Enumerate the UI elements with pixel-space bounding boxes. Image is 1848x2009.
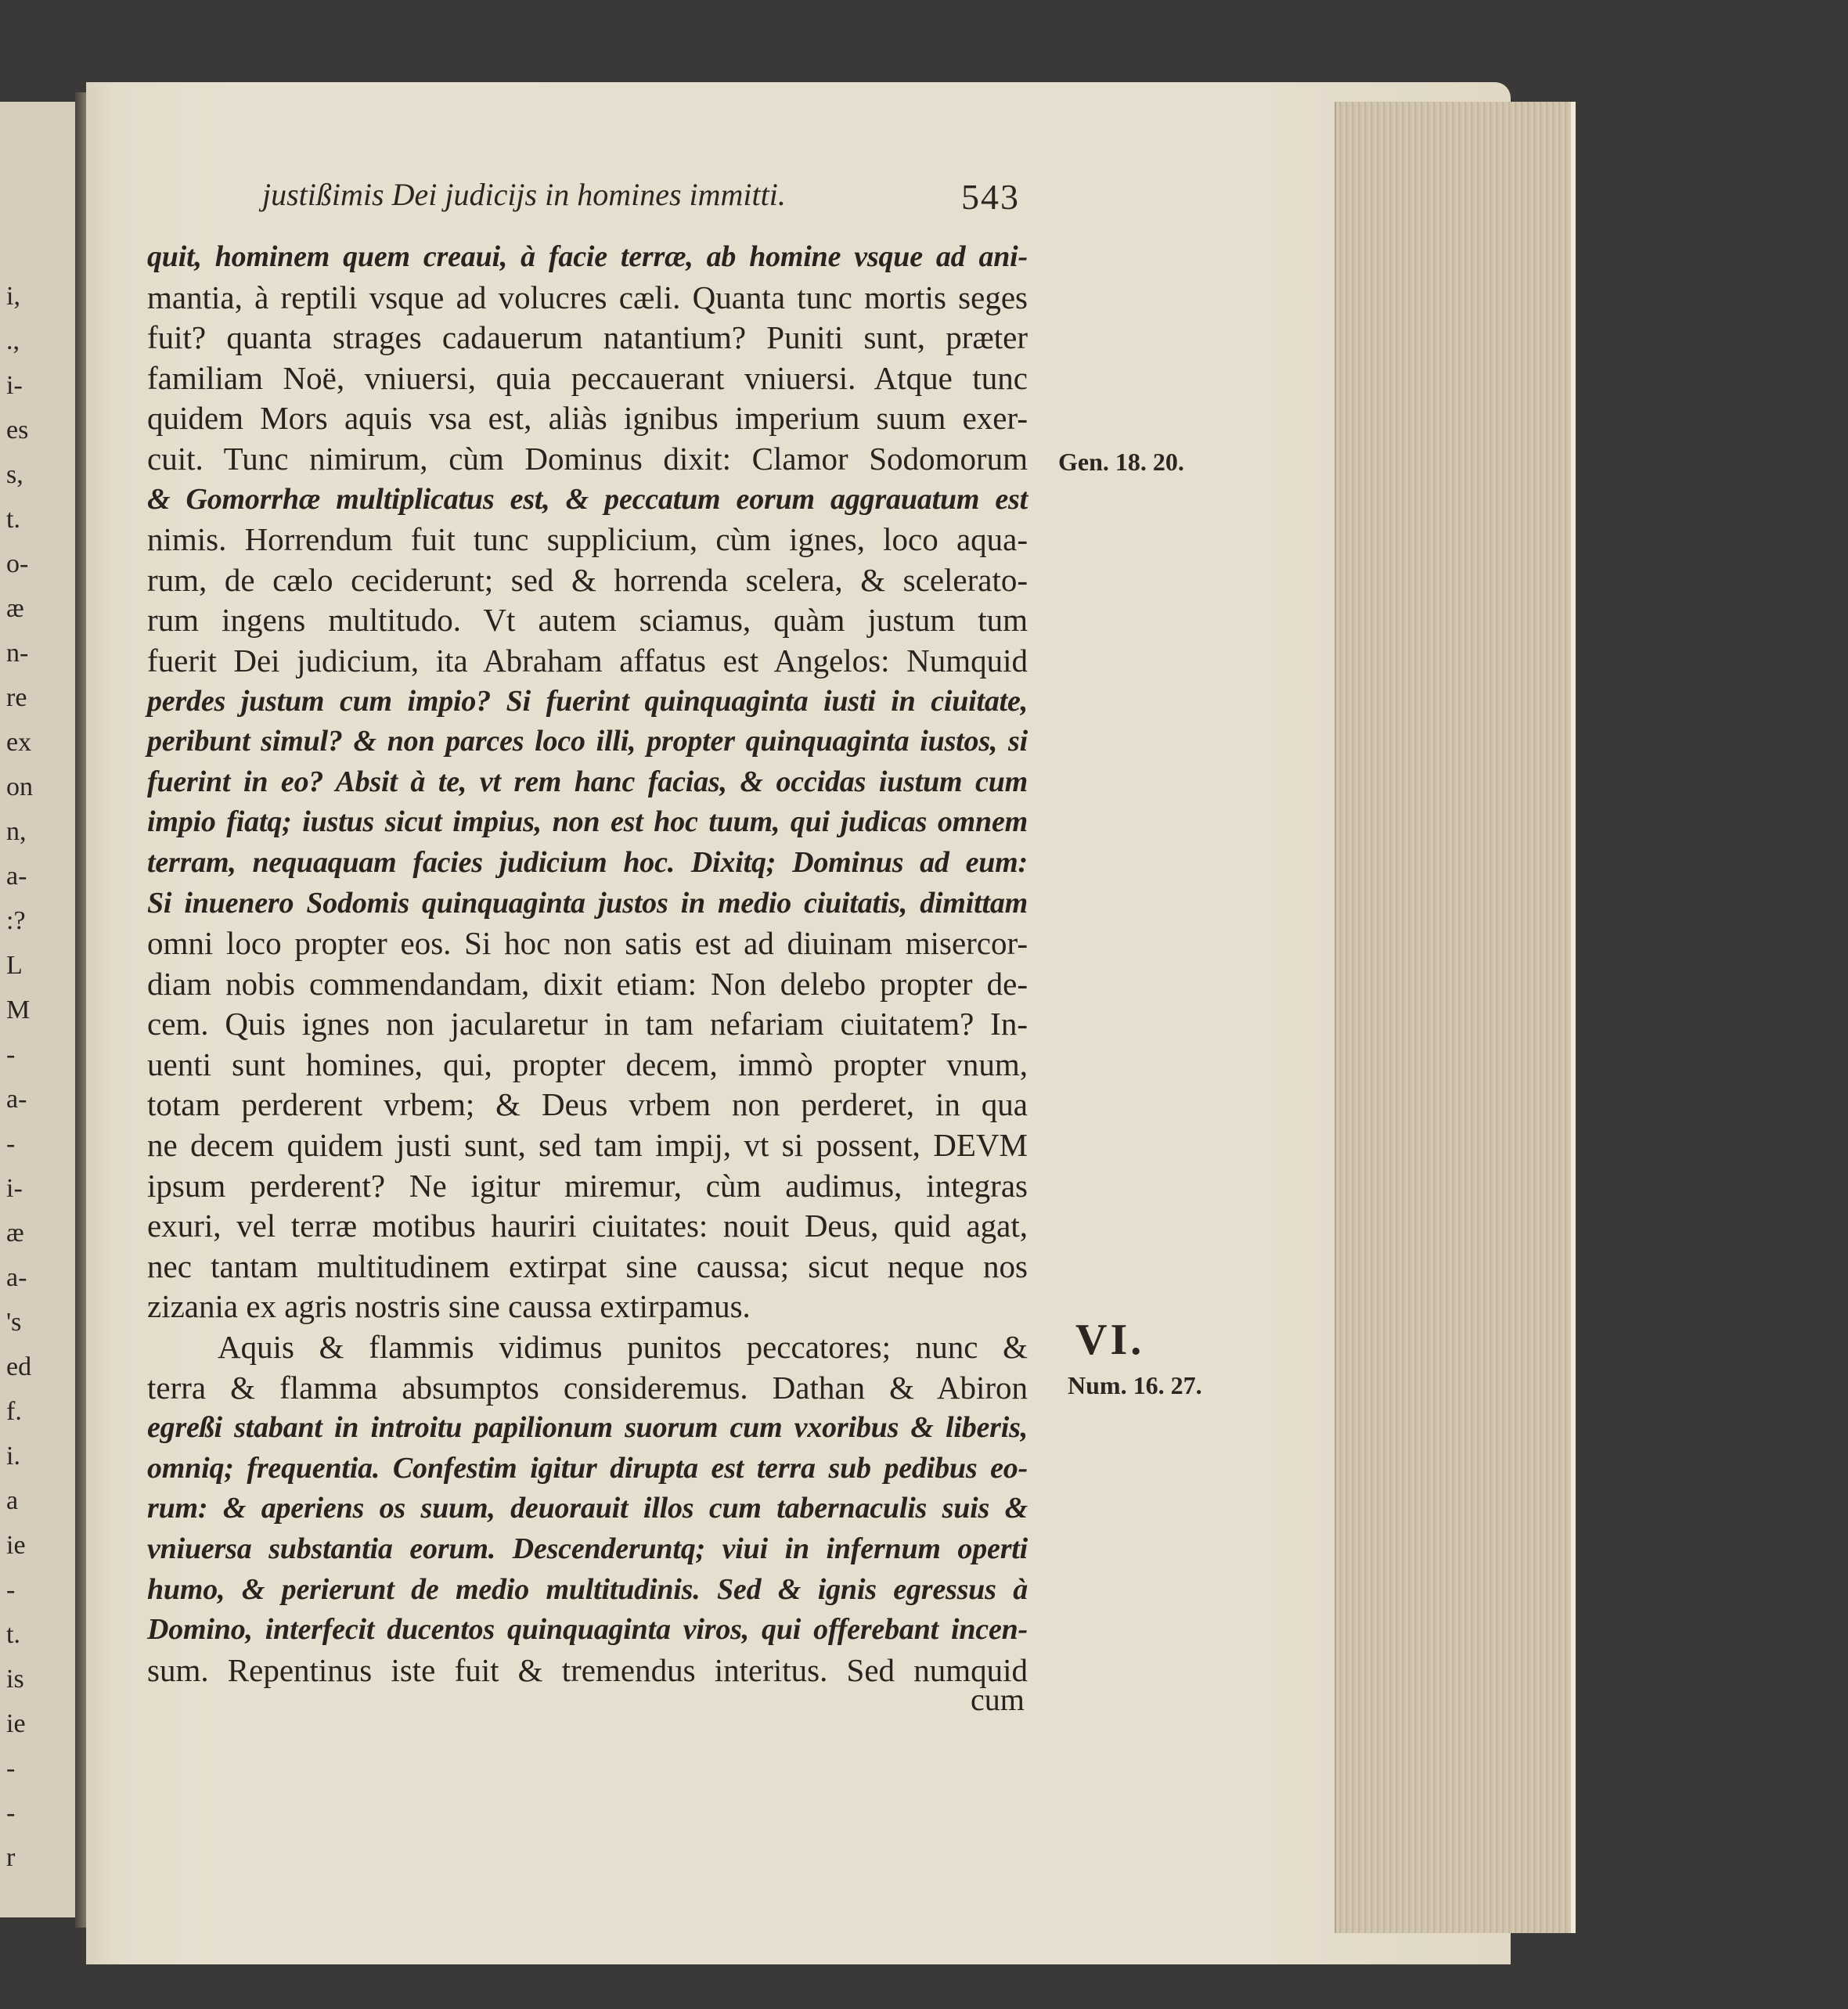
body-text — [147, 237, 1028, 1690]
left-page-fragment: - — [6, 1754, 16, 1783]
page-number: 543 — [961, 177, 1020, 217]
left-page-fragment: i, — [6, 282, 20, 311]
left-page-fragment: ie — [6, 1531, 26, 1560]
left-page-fragment: æ — [6, 594, 24, 623]
text-line: cem. Quis ignes non jacularetur in tam nefariam ciuitatem? In- — [147, 1006, 1028, 1042]
margin-note-genesis: Gen. 18. 20. — [1058, 448, 1184, 476]
left-page-fragment: ., — [6, 326, 20, 355]
left-page-fragment: i. — [6, 1442, 20, 1471]
left-page-fragment: ed — [6, 1352, 32, 1381]
text-line: humo, & perierunt de medio multitudinis. Sed & ignis egressus à — [147, 1572, 1028, 1606]
text-line: quit, hominem quem creaui, à facie terræ, ab homine vsque ad ani- — [147, 240, 1028, 273]
left-page-fragment: n- — [6, 639, 29, 668]
left-page-fragment: 's — [6, 1308, 22, 1337]
text-line: rum: & aperiens os suum, deuorauit illos cum tabernaculis suis & — [147, 1492, 1028, 1525]
text-line: vniuersa substantia eorum. Descenderuntq; viui in infernum operti — [147, 1532, 1028, 1565]
text-line: fuit? quanta strages cadauerum natantium? Puniti sunt, præter — [147, 319, 1028, 356]
text-line: egreßi stabant in introitu papilionum suorum cum vxoribus & liberis, — [147, 1411, 1028, 1445]
margin-note-numbers: Num. 16. 27. — [1068, 1371, 1202, 1399]
running-head: justißimis Dei judicijs in homines immitti. — [262, 177, 786, 212]
margin-section-numeral: VI. — [1075, 1316, 1145, 1364]
left-page-fragment: is — [6, 1665, 24, 1694]
text-line: diam nobis commendandam, dixit etiam: Non delebo propter de- — [147, 965, 1028, 1002]
left-page-fragment: f. — [6, 1397, 22, 1426]
left-page-fragment: i- — [6, 371, 23, 400]
text-line: peribunt simul? & non parces loco illi, propter quinquaginta iustos, si — [147, 725, 1028, 758]
page-block-edge — [1335, 102, 1576, 1933]
text-line: totam perderent vrbem; & Deus vrbem non perderet, in qua — [147, 1086, 1028, 1123]
left-page-fragment: a- — [6, 862, 27, 891]
left-page-fragment: t. — [6, 1620, 20, 1649]
left-page-fragment: M — [6, 995, 31, 1024]
text-line: rum, de cælo ceciderunt; sed & horrenda scelera, & scelerato- — [147, 561, 1028, 598]
text-line: perdes justum cum impio? Si fuerint quinquaginta iusti in ciuitate, — [147, 684, 1028, 718]
text-line: & Gomorrhæ multiplicatus est, & peccatum eorum aggrauatum est — [147, 482, 1028, 516]
text-line: fuerit Dei judicium, ita Abraham affatus est Angelos: Numquid — [147, 642, 1028, 679]
left-page-fragment: s, — [6, 460, 23, 489]
left-page-fragment: - — [6, 1798, 16, 1827]
left-page-fragment: i- — [6, 1174, 23, 1203]
left-page-fragment: es — [6, 416, 29, 445]
text-line: mantia, à reptili vsque ad volucres cæli. Quanta tunc mortis seges — [147, 279, 1028, 315]
left-page-fragment: o- — [6, 549, 29, 578]
text-line: sum. Repentinus iste fuit & tremendus interitus. Sed numquid — [147, 1651, 1028, 1688]
left-page-fragment: L — [6, 951, 23, 980]
text-line: fuerint in eo? Absit à te, vt rem hanc facias, & occidas iustum cum — [147, 765, 1028, 798]
text-line: familiam Noë, vniuersi, quia peccauerant vniuersi. Atque tunc — [147, 359, 1028, 396]
text-line: Si inuenero Sodomis quinquaginta justos in medio ciuitatis, dimittam — [147, 886, 1028, 920]
left-page-fragment: a — [6, 1486, 19, 1515]
text-line: ipsum perderent? Ne igitur miremur, cùm audimus, integras — [147, 1167, 1028, 1204]
text-line: nec tantam multitudinem extirpat sine caussa; sicut neque nos — [147, 1248, 1028, 1284]
text-line: terra & flamma absumptos consideremus. Dathan & Abiron — [147, 1369, 1028, 1406]
left-page-fragment: t. — [6, 505, 20, 534]
text-line: quidem Mors aquis vsa est, aliàs ignibus imperium suum exer- — [147, 400, 1028, 437]
left-page-fragment: - — [6, 1129, 16, 1158]
left-page-fragment: - — [6, 1575, 16, 1604]
text-line: Domino, interfecit ducentos quinquaginta viros, qui offerebant incen- — [147, 1613, 1028, 1647]
left-page-fragment: ex — [6, 728, 32, 757]
text-line: exuri, vel terræ motibus hauriri ciuitates: nouit Deus, quid agat, — [147, 1208, 1028, 1244]
text-line: terram, nequaquam facies judicium hoc. Dixitq; Dominus ad eum: — [147, 845, 1028, 879]
text-line: uenti sunt homines, qui, propter decem, immò propter vnum, — [147, 1046, 1028, 1082]
left-page-fragment: - — [6, 1040, 16, 1069]
left-page-fragment: re — [6, 683, 27, 712]
left-page-fragment: æ — [6, 1219, 24, 1248]
left-page-fragment: a- — [6, 1085, 27, 1114]
text-line: omniq; frequentia. Confestim igitur dirupta est terra sub pedibus eo- — [147, 1451, 1028, 1485]
text-line: zizania ex agris nostris sine caussa extirpamus. — [147, 1288, 751, 1325]
left-page-fragment: :? — [6, 906, 26, 935]
catchword: cum — [971, 1682, 1025, 1717]
text-line: cuit. Tunc nimirum, cùm Dominus dixit: Clamor Sodomorum — [147, 440, 1028, 477]
text-line: impio fiatq; iustus sicut impius, non est hoc tuum, qui judicas omnem — [147, 805, 1028, 839]
text-line: Aquis & flammis vidimus punitos peccatores; nunc & — [218, 1329, 1028, 1366]
left-page-fragment: a- — [6, 1263, 27, 1292]
text-line: ne decem quidem justi sunt, sed tam impij, vt si possent, DEVM — [147, 1127, 1028, 1164]
left-page-fragment: n, — [6, 817, 27, 846]
text-line: rum ingens multitudo. Vt autem sciamus, quàm justum tum — [147, 602, 1028, 639]
left-page-fragment: r — [6, 1843, 16, 1872]
text-line: nimis. Horrendum fuit tunc supplicium, cùm ignes, loco aqua- — [147, 521, 1028, 558]
left-page-fragment: on — [6, 772, 33, 801]
text-line: omni loco propter eos. Si hoc non satis est ad diuinam misercor- — [147, 925, 1028, 962]
left-page-fragment: ie — [6, 1709, 26, 1738]
